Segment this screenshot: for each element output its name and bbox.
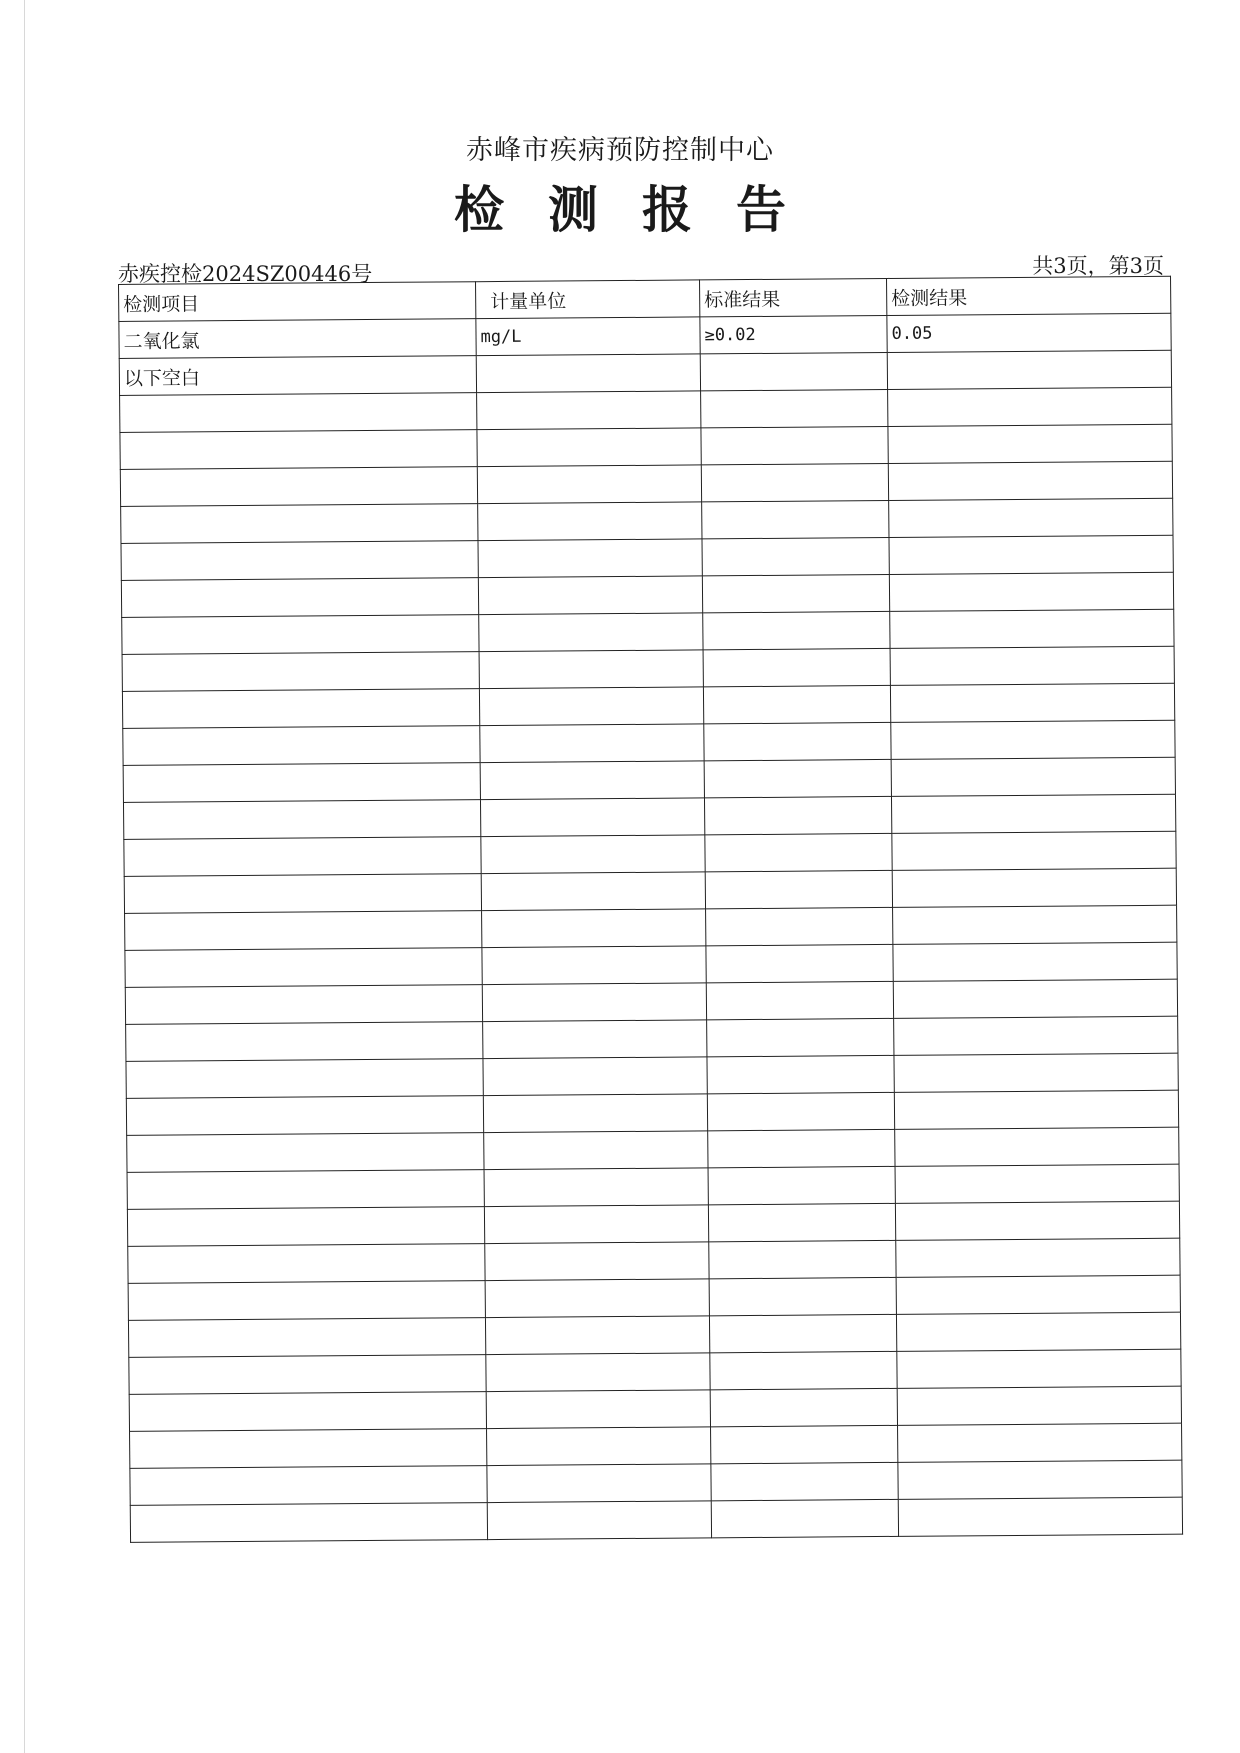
blank-cell — [483, 1057, 707, 1096]
blank-cell — [703, 611, 890, 649]
blank-cell — [890, 609, 1174, 648]
blank-cell — [897, 1386, 1181, 1425]
blank-cell — [480, 724, 704, 763]
blank-cell — [483, 1020, 707, 1059]
results-table-wrapper — [118, 276, 1182, 1543]
blank-cell — [707, 1055, 894, 1093]
blank-cell — [487, 1427, 711, 1466]
blank-cell — [711, 1499, 898, 1537]
column-header-standard: 标准结果 — [700, 278, 887, 316]
blank-cell — [896, 1238, 1180, 1277]
blank-cell — [121, 541, 478, 581]
scan-edge-line — [24, 0, 25, 1753]
blank-cell — [708, 1166, 895, 1204]
blank-cell — [123, 726, 480, 766]
blank-cell — [704, 722, 891, 760]
blank-cell — [482, 946, 706, 985]
cell-unit — [476, 354, 700, 393]
blank-cell — [709, 1277, 896, 1315]
blank-cell — [893, 979, 1177, 1018]
blank-cell — [702, 537, 889, 575]
blank-cell — [702, 500, 889, 538]
blank-cell — [126, 1059, 483, 1099]
blank-cell — [893, 942, 1177, 981]
blank-cell — [711, 1462, 898, 1500]
blank-cell — [482, 983, 706, 1022]
blank-cell — [703, 685, 890, 723]
blank-cell — [485, 1316, 709, 1355]
blank-cell — [125, 985, 482, 1025]
blank-cell — [130, 1466, 487, 1506]
blank-cell — [478, 576, 702, 615]
column-header-item: 检测项目 — [119, 282, 476, 322]
blank-cell — [708, 1203, 895, 1241]
blank-cell — [709, 1240, 896, 1278]
blank-cell — [128, 1244, 485, 1284]
title-char: 测 — [548, 180, 598, 239]
blank-cell — [126, 1022, 483, 1062]
blank-cell — [487, 1501, 711, 1540]
blank-cell — [479, 613, 703, 652]
blank-cell — [484, 1131, 708, 1170]
blank-cell — [891, 720, 1175, 759]
title-char: 告 — [736, 180, 786, 239]
blank-cell — [484, 1168, 708, 1207]
blank-cell — [707, 1018, 894, 1056]
blank-cell — [480, 761, 704, 800]
blank-cell — [894, 1053, 1178, 1092]
blank-cell — [897, 1349, 1181, 1388]
blank-cell — [890, 646, 1174, 685]
title-char: 报 — [642, 180, 692, 239]
blank-cell — [125, 948, 482, 988]
blank-cell — [706, 981, 893, 1019]
blank-cell — [895, 1201, 1179, 1240]
blank-cell — [702, 574, 889, 612]
blank-cell — [892, 831, 1176, 870]
blank-cell — [708, 1129, 895, 1167]
blank-cell — [893, 905, 1177, 944]
blank-cell — [704, 796, 891, 834]
blank-cell — [701, 389, 888, 427]
blank-cell — [124, 874, 481, 914]
blank-cell — [486, 1390, 710, 1429]
blank-cell — [891, 794, 1175, 833]
document-title — [0, 170, 1240, 242]
blank-cell — [703, 648, 890, 686]
blank-cell — [126, 1096, 483, 1136]
blank-cell — [478, 539, 702, 578]
page-indicator: 共3页，第3页 — [1032, 254, 1164, 278]
blank-cell — [125, 911, 482, 951]
blank-cell — [120, 393, 477, 433]
blank-cell — [130, 1429, 487, 1469]
column-header-result: 检测结果 — [887, 276, 1171, 315]
blank-cell — [123, 800, 480, 840]
blank-cell — [709, 1314, 896, 1352]
blank-cell — [701, 463, 888, 501]
blank-cell — [891, 757, 1175, 796]
blank-cell — [484, 1205, 708, 1244]
blank-cell — [123, 763, 480, 803]
blank-cell — [127, 1170, 484, 1210]
blank-cell — [128, 1281, 485, 1321]
blank-cell — [487, 1464, 711, 1503]
blank-cell — [898, 1497, 1182, 1536]
blank-cell — [120, 467, 477, 507]
blank-cell — [888, 424, 1172, 463]
blank-cell — [129, 1392, 486, 1432]
blank-cell — [481, 872, 705, 911]
organization-name: 赤峰市疾病预防控制中心 — [466, 135, 774, 166]
blank-cell — [477, 428, 701, 467]
blank-cell — [124, 837, 481, 877]
blank-cell — [895, 1164, 1179, 1203]
blank-cell — [482, 909, 706, 948]
blank-cell — [710, 1388, 897, 1426]
blank-cell — [895, 1127, 1179, 1166]
blank-cell — [707, 1092, 894, 1130]
blank-cell — [130, 1503, 487, 1543]
blank-cell — [889, 535, 1173, 574]
title-char: 检 — [454, 180, 504, 239]
blank-cell — [122, 689, 479, 729]
blank-cell — [478, 502, 702, 541]
blank-cell — [706, 944, 893, 982]
blank-cell — [486, 1353, 710, 1392]
blank-cell — [128, 1318, 485, 1358]
blank-row — [130, 1497, 1182, 1542]
blank-cell — [481, 835, 705, 874]
blank-cell — [894, 1090, 1178, 1129]
blank-cell — [122, 652, 479, 692]
blank-cell — [701, 426, 888, 464]
blank-cell — [896, 1312, 1180, 1351]
cell-item: 以下空白 — [119, 356, 476, 396]
blank-cell — [704, 759, 891, 797]
blank-cell — [120, 430, 477, 470]
blank-cell — [705, 870, 892, 908]
blank-cell — [483, 1094, 707, 1133]
blank-cell — [889, 572, 1173, 611]
blank-cell — [477, 465, 701, 504]
blank-cell — [896, 1275, 1180, 1314]
blank-cell — [479, 687, 703, 726]
blank-cell — [888, 461, 1172, 500]
cell-result: 0.05 — [887, 313, 1171, 352]
blank-cell — [127, 1207, 484, 1247]
blank-cell — [121, 504, 478, 544]
blank-cell — [706, 907, 893, 945]
blank-cell — [480, 798, 704, 837]
cell-unit: mg/L — [476, 317, 700, 356]
column-header-unit: 计量单位 — [476, 280, 700, 319]
blank-cell — [705, 833, 892, 871]
blank-cell — [122, 615, 479, 655]
cell-result — [887, 350, 1171, 389]
blank-cell — [477, 391, 701, 430]
blank-cell — [121, 578, 478, 618]
blank-cell — [888, 387, 1172, 426]
blank-cell — [127, 1133, 484, 1173]
blank-cell — [898, 1460, 1182, 1499]
blank-cell — [129, 1355, 486, 1395]
blank-cell — [894, 1016, 1178, 1055]
blank-cell — [890, 683, 1174, 722]
cell-item: 二氧化氯 — [119, 319, 476, 359]
blank-cell — [710, 1351, 897, 1389]
report-number: 赤疾控检2024SZ00446号 — [118, 262, 373, 286]
blank-cell — [485, 1242, 709, 1281]
blank-cell — [889, 498, 1173, 537]
blank-cell — [892, 868, 1176, 907]
blank-cell — [479, 650, 703, 689]
results-table — [118, 276, 1183, 1543]
cell-standard — [700, 352, 887, 390]
blank-cell — [711, 1425, 898, 1463]
blank-cell — [485, 1279, 709, 1318]
cell-standard: ≥0.02 — [700, 315, 887, 353]
blank-cell — [898, 1423, 1182, 1462]
